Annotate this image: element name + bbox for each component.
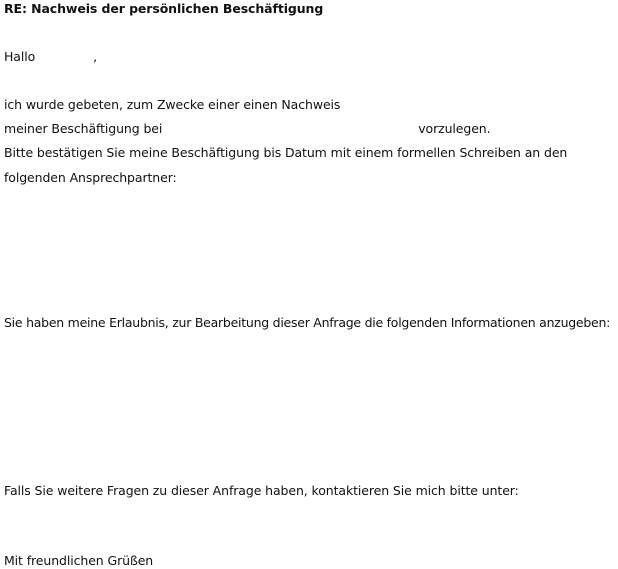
- greeting-prefix: Hallo: [4, 49, 36, 64]
- request-line-2: folgenden Ansprechpartner:: [4, 170, 177, 185]
- greeting-line: [4, 49, 97, 65]
- intro-line-2: [4, 121, 491, 137]
- closing-line: Mit freundlichen Grüßen: [4, 553, 154, 568]
- request-line-1: Bitte bestätigen Sie meine Beschäftigung bis Datum mit einem formellen Schreiben an den: [4, 145, 568, 160]
- permission-line: Sie haben meine Erlaubnis, zur Bearbeitung dieser Anfrage die folgenden Informationen anzugeben:: [4, 315, 611, 330]
- intro-line-1: ich wurde gebeten, zum Zwecke einer einen Nachweis: [4, 97, 341, 112]
- contact-line: Falls Sie weitere Fragen zu dieser Anfrage haben, kontaktieren Sie mich bitte unter:: [4, 483, 519, 498]
- greeting-suffix: ,: [93, 49, 98, 64]
- intro-line-2-end: vorzulegen.: [418, 121, 491, 136]
- intro-line-2-start: meiner Beschäftigung bei: [4, 121, 163, 136]
- letter-subject: RE: Nachweis der persönlichen Beschäftigung: [4, 1, 324, 16]
